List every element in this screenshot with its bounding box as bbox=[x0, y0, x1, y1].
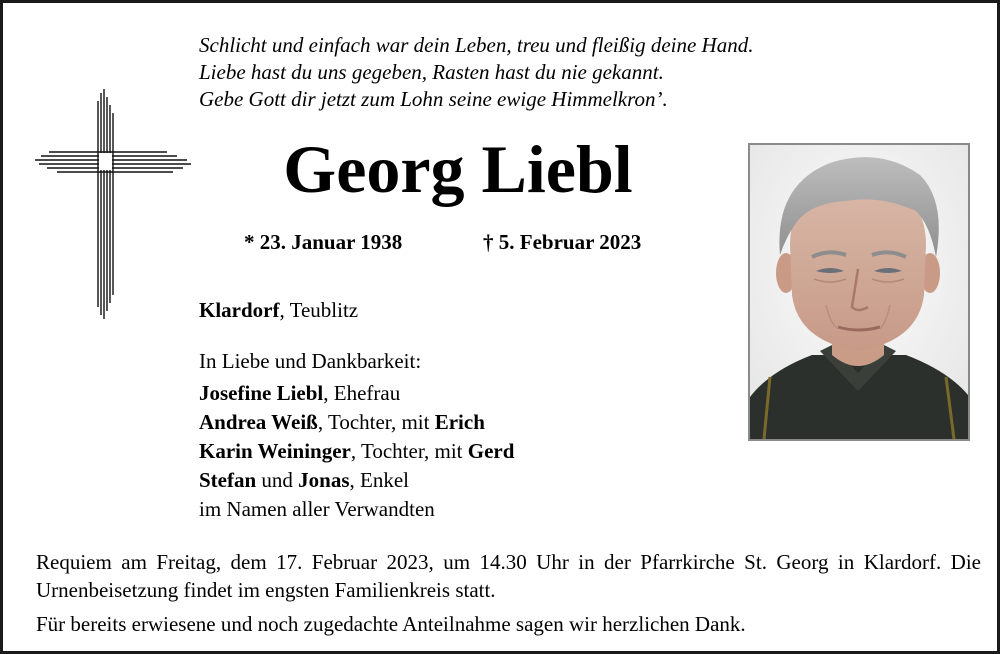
portrait-photo bbox=[748, 143, 970, 441]
service-notice bbox=[36, 548, 981, 638]
mourner-name: Andrea Weiß bbox=[199, 410, 318, 434]
mourner-line bbox=[199, 379, 514, 408]
mourners-list bbox=[199, 347, 514, 524]
poem-line: Schlicht und einfach war dein Leben, treu und fleißig deine Hand. bbox=[199, 33, 754, 57]
mourner-line bbox=[199, 437, 514, 466]
mourner-name: Stefan bbox=[199, 468, 257, 492]
mourner-relation: , Tochter, mit bbox=[317, 410, 435, 434]
mourner-relation: , Ehefrau bbox=[323, 381, 401, 405]
deceased-name: Georg Liebl bbox=[283, 131, 633, 207]
portrait-illustration bbox=[750, 145, 968, 439]
mourner-name: Karin Weininger bbox=[199, 439, 351, 463]
poem-line: Liebe hast du uns gegeben, Rasten hast du nie gekannt. bbox=[199, 60, 664, 84]
mourner-line bbox=[199, 466, 514, 495]
mourner-name: Josefine Liebl bbox=[199, 381, 324, 405]
mourner-relation: , Enkel bbox=[349, 468, 410, 492]
mourner-partner: Gerd bbox=[467, 439, 515, 463]
mourner-name: Jonas bbox=[298, 468, 350, 492]
death-date: † 5. Februar 2023 bbox=[483, 230, 642, 254]
mourner-conjunction: und bbox=[256, 468, 299, 492]
residence-village: Klardorf bbox=[199, 298, 280, 322]
residence-town: , Teublitz bbox=[279, 298, 359, 322]
birth-date: * 23. Januar 1938 bbox=[244, 230, 403, 254]
cross-icon bbox=[35, 89, 191, 323]
mourners-intro: In Liebe und Dankbarkeit: bbox=[199, 349, 422, 373]
residence bbox=[199, 296, 358, 324]
mourner-partner: Erich bbox=[434, 410, 485, 434]
mourners-closing: im Namen aller Verwandten bbox=[199, 497, 435, 521]
mourner-relation: , Tochter, mit bbox=[350, 439, 468, 463]
poem bbox=[199, 32, 879, 113]
mourner-line bbox=[199, 408, 514, 437]
poem-line: Gebe Gott dir jetzt zum Lohn seine ewige Himmelkron’. bbox=[199, 87, 668, 111]
thanks-text: Für bereits erwiesene und noch zugedachte Anteilnahme sagen wir herzlichen Dank. bbox=[36, 612, 746, 636]
requiem-text: Requiem am Freitag, dem 17. Februar 2023, um 14.30 Uhr in der Pfarrkirche St. Georg in Klardorf. Die Urnenbeisetzung findet im engsten Familienkreis statt. bbox=[36, 550, 981, 602]
